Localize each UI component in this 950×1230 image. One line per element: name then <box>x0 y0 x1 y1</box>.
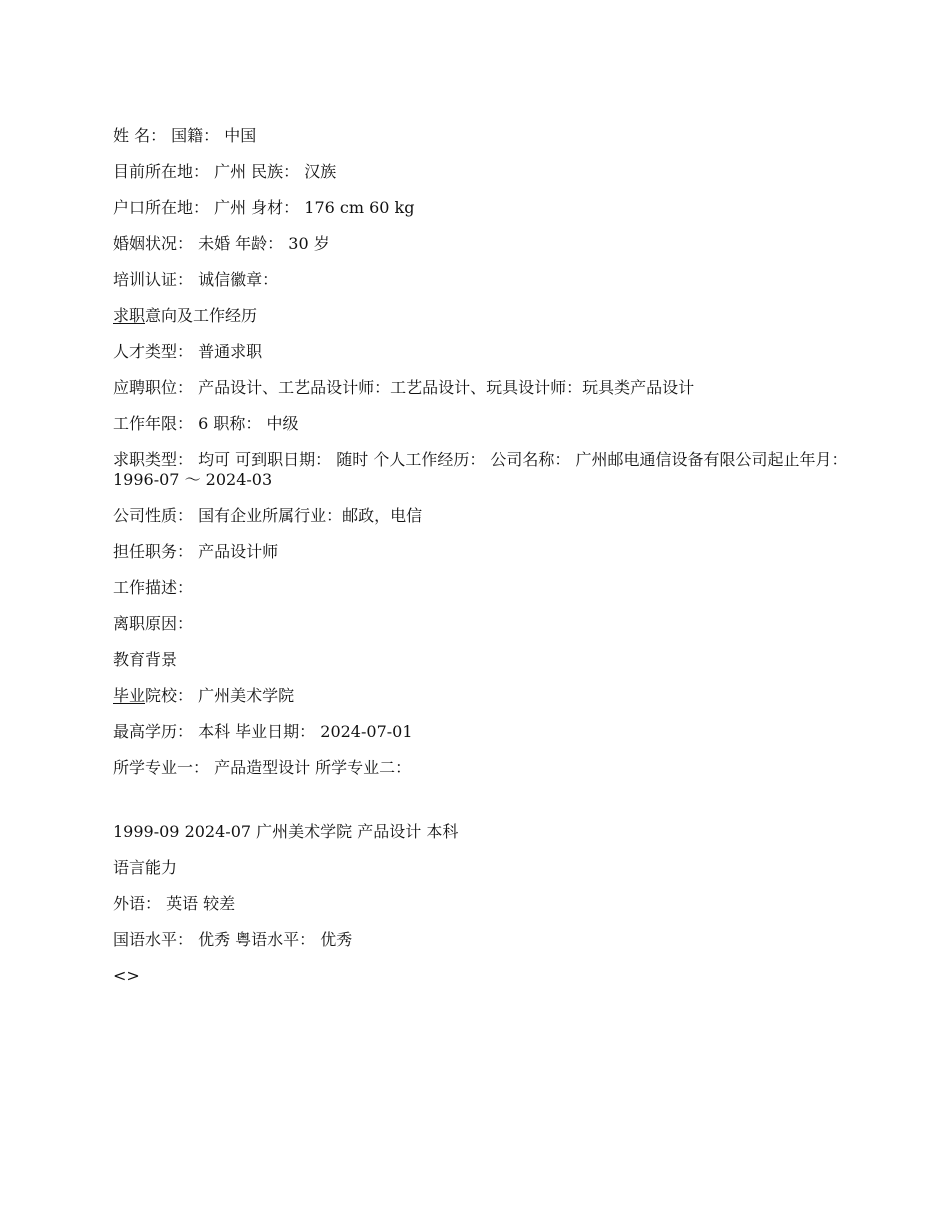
section-heading-job-intent <box>113 306 853 326</box>
section-heading-job-intent-rest: 意向及工作经历 <box>145 306 258 325</box>
marital-age-line: 婚姻状况： 未婚 年龄： 30 岁 <box>113 234 330 253</box>
education-record-line: 1999-09 2024-07 广州美术学院 产品设计 本科 <box>113 822 459 841</box>
graduate-school-line <box>113 686 853 706</box>
position-held-line: 担任职务： 产品设计师 <box>113 542 279 561</box>
hukou-physique-line: 户口所在地： 广州 身材： 176 cm 60 kg <box>113 198 415 217</box>
job-description-line: 工作描述： <box>113 578 194 597</box>
position-applied-line: 应聘职位： 产品设计、工艺品设计师：工艺品设计、玩具设计师：玩具类产品设计 <box>113 378 695 397</box>
trailing-brackets: <> <box>113 966 140 985</box>
location-ethnicity-line: 目前所在地： 广州 民族： 汉族 <box>113 162 337 181</box>
leave-reason-line: 离职原因： <box>113 614 194 633</box>
highest-degree-line: 最高学历： 本科 毕业日期： 2024-07-01 <box>113 722 413 741</box>
years-title-line: 工作年限： 6 职称： 中级 <box>113 414 299 433</box>
mandarin-cantonese-line: 国语水平： 优秀 粤语水平： 优秀 <box>113 930 353 949</box>
job-type-company-line: 求职类型： 均可 可到职日期： 随时 个人工作经历： 公司名称： 广州邮电通信设备有限公司起止年月：1996-07 ～ 2024-03 <box>113 450 848 489</box>
blank-spacer <box>113 794 853 822</box>
majors-line: 所学专业一： 产品造型设计 所学专业二： <box>113 758 412 777</box>
section-heading-language: 语言能力 <box>113 858 178 877</box>
foreign-language-line: 外语： 英语 较差 <box>113 894 236 913</box>
company-nature-line: 公司性质： 国有企业所属行业：邮政，电信 <box>113 506 423 525</box>
resume-document <box>113 126 853 1002</box>
graduate-school-underlined: 毕业 <box>113 686 146 705</box>
section-heading-job-intent-underlined: 求职 <box>113 306 146 325</box>
name-nationality-line: 姓 名： 国籍： 中国 <box>113 126 257 145</box>
talent-type-line: 人才类型： 普通求职 <box>113 342 263 361</box>
section-heading-education: 教育背景 <box>113 650 178 669</box>
certification-line: 培训认证： 诚信徽章： <box>113 270 279 289</box>
graduate-school-rest: 院校： 广州美术学院 <box>145 686 295 705</box>
